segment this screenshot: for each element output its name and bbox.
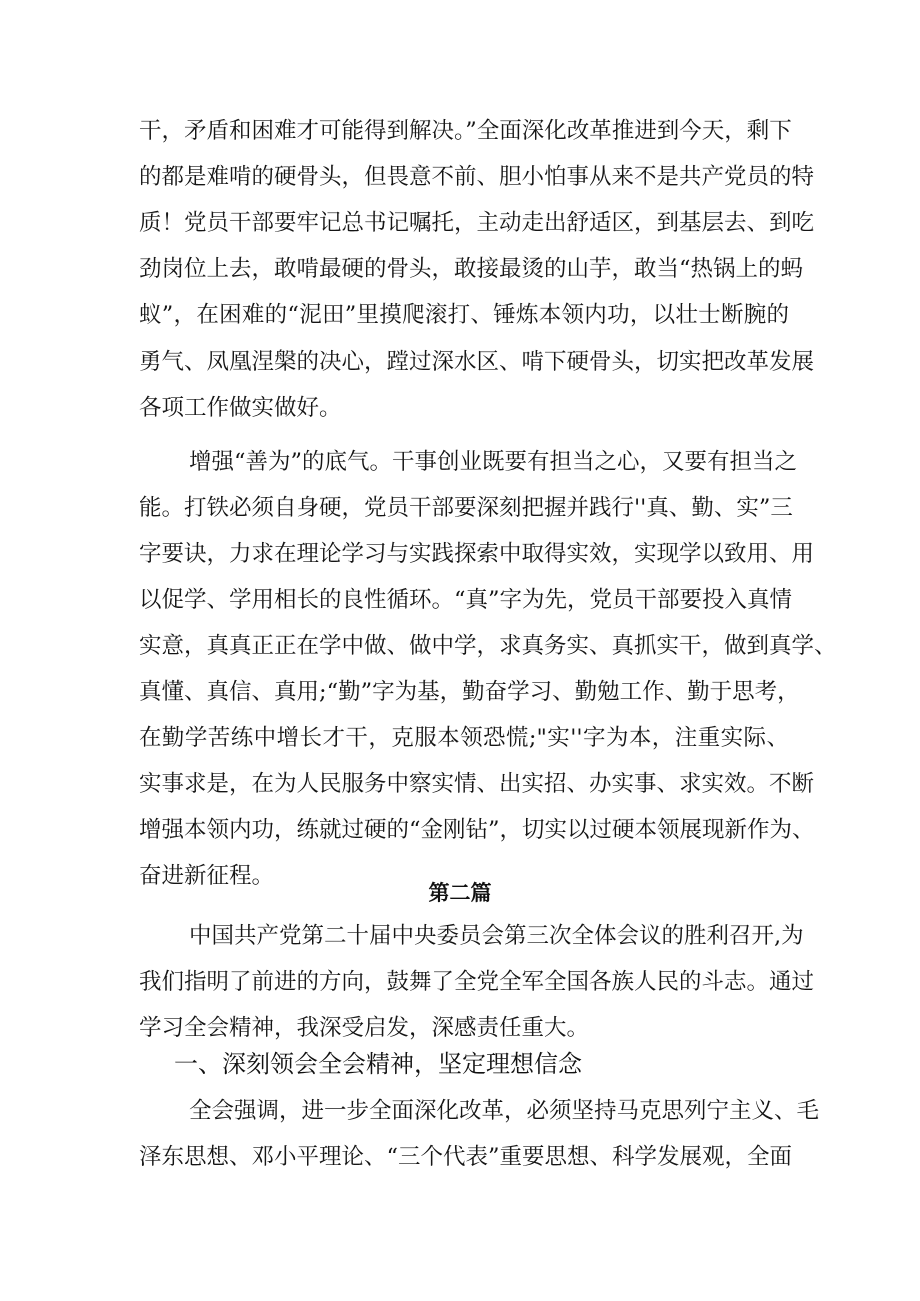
heading-1: 一、深刻领会全会精神，坚定理想信念: [174, 1050, 582, 1078]
paragraph-line: 蚁”，在困难的“泥田”里摸爬滚打、锤炼本领内功，以壮士断腕的: [139, 302, 789, 328]
paragraph-line: 增强“善为”的底气。干事创业既要有担当之心，又要有担当之: [189, 449, 798, 475]
paragraph-line: 以促学、学用相长的良性循环。“真”字为先，党员干部要投入真情: [139, 587, 793, 613]
paragraph-line: 真懂、真信、真用;“勤”字为基，勤奋学习、勤勉工作、勤于思考，: [139, 679, 800, 705]
paragraph-line: 劲岗位上去，敢啃最硬的骨头，敢接最烫的山芋，敢当“热锅上的蚂: [139, 256, 804, 282]
paragraph-line: 实意，真真正正在学中做、做中学，求真务实、真抓实干，做到真学、: [139, 633, 837, 659]
section-title: 第二篇: [428, 880, 492, 905]
paragraph-line: 字要诀，力求在理论学习与实践探索中取得实效，实现学以致用、用: [139, 541, 815, 567]
paragraph-line: 奋进新征程。: [139, 863, 275, 889]
paragraph-line: 学习全会精神，我深受启发，深感责任重大。: [139, 1015, 590, 1041]
paragraph-line: 质！党员干部要牢记总书记嘱托，主动走出舒适区，到基层去、到吃: [139, 210, 815, 236]
paragraph-line: 我们指明了前进的方向，鼓舞了全党全军全国各族人民的斗志。通过: [139, 969, 815, 995]
paragraph-line: 增强本领内功，练就过硬的“金刚钻”，切实以过硬本领展现新作为、: [139, 817, 815, 843]
paragraph-line: 能。打铁必须自身硬，党员干部要深刻把握并践行''真、勤、实”三: [139, 495, 793, 521]
paragraph-line: 中国共产党第二十届中央委员会第三次全体会议的胜利召开,为: [189, 923, 804, 949]
paragraph-line: 干，矛盾和困难才可能得到解决。”全面深化改革推进到今天，剩下: [139, 118, 792, 144]
paragraph-line: 的都是难啃的硬骨头，但畏意不前、胆小怕事从来不是共产党员的特: [139, 164, 815, 190]
paragraph-line: 实事求是，在为人民服务中察实情、出实招、办实事、求实效。不断: [139, 771, 815, 797]
paragraph-line: 各项工作做实做好。: [139, 395, 342, 421]
paragraph-line: 全会强调，进一步全面深化改革，必须坚持马克思列宁主义、毛: [189, 1098, 820, 1124]
paragraph-line: 勇气、凤凰涅槃的决心，蹚过深水区、啃下硬骨头，切实把改革发展: [139, 349, 815, 375]
paragraph-line: 在勤学苦练中增长才干，克服本领恐慌;"实''字为本，注重实际、: [139, 725, 789, 751]
paragraph-line: 泽东思想、邓小平理论、“三个代表”重要思想、科学发展观，全面: [139, 1144, 793, 1170]
